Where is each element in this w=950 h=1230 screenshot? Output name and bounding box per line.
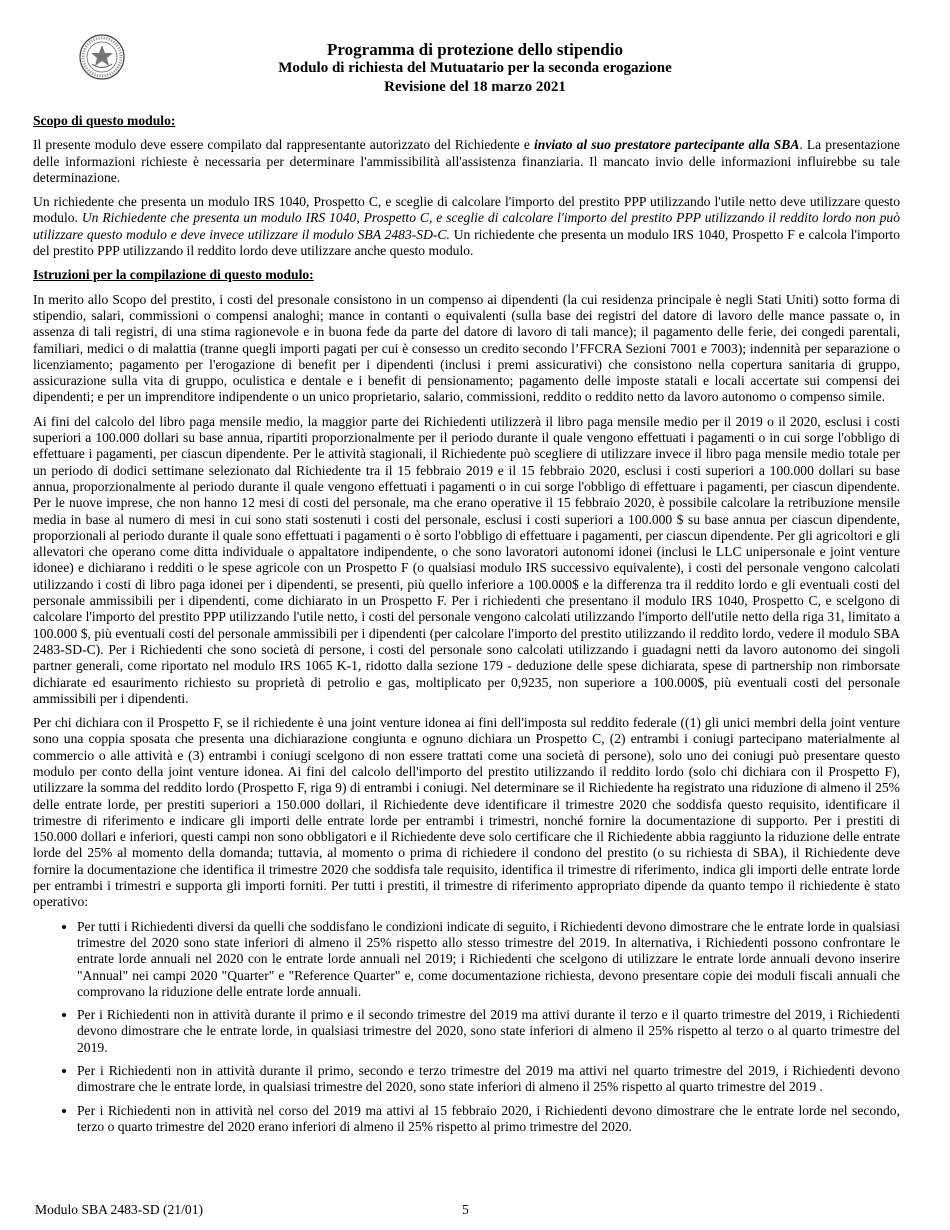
instructions-paragraph-3: Per chi dichiara con il Prospetto F, se il richiedente è una joint venture idonea ai fini dell'imposta sul reddito federale ((1) gli unici membri della joint venture sono una coppia sposata che presenta una dichiarazione congiunta e ognuno dichiara un Prospetto C, (2) entrambi i coniugi partecipano materialmente al commercio o alle attività e (3) entrambi i coniugi scelgono di non essere trattati come una società di persone), solo uno dei coniugi può presentare questo modulo per conto della joint venture idonea. Ai fini del calcolo dell'importo del prestito utilizzando il reddito lordo (solo chi dichiara con il Prospetto F), utilizzare la somma del reddito lordo (Prospetto F, riga 9) di entrambi i coniugi. Nel determinare se il Richiedente ha registrato una riduzione di almeno il 25% delle entrate lorde, per prestiti superiori a 150.000 dollari, il Richiedente deve identificare il trimestre 2020 che soddisfa questo requisito, identificare il trimestre di riferimento e indicare gli importi delle entrate lorde per entrambi i trimestri, nonché fornire la documentazione di supporto. Per i prestiti di 150.000 dollari e inferiori, questi campi non sono obbligatori e il Richiedente deve solo certificare che il Richiedente abbia raggiunto la riduzione delle entrate lorde del 25% al momento della domanda; tuttavia, al momento o prima di richiedere il condono del prestito (o su richiesta di SBA), il Richiedente deve fornire la documentazione che identifica il trimestre 2020 che soddisfa tale requisito, identifica il trimestre di riferimento, indica gli importi delle entrate lorde per entrambi i trimestri e supporta gli importi forniti. Per tutti i prestiti, il trimestre di riferimento appropriato dipende da quanto tempo il richiedente è stato operativo: <box>33 715 900 910</box>
instructions-paragraph-2: Ai fini del calcolo del libro paga mensile medio, la maggior parte dei Richiedenti utilizzerà il libro paga mensile medio per il 2019 o il 2020, esclusi i costi superiori a 100.000 dollari su base annua, ripartiti proporzionalmente per il periodo durante il quale vengono effettuati i pagamenti o in cui sorge l'obbligo di effettuare i pagamenti, per ciascun dipendente. Per le attività stagionali, il Richiedente può scegliere di utilizzare invece il libro paga mensile medio totale per un periodo di dodici settimane selezionato dal Richiedente tra il 15 febbraio 2019 e il 15 febbraio 2020, esclusi i costi superiori a 100.000 dollari su base annua, proporzionalmente al periodo durante il quale vengono effettuati i pagamenti o in cui sorge l'obbligo di effettuare i pagamenti, per ciascun dipendente. Per le nuove imprese, che non hanno 12 mesi di costi del personale, ma che erano operative il 15 febbraio 2020, è possibile calcolare la retribuzione mensile media in base al numero di mesi in cui sono stati sostenuti i costi del personale, esclusi i costi superiori a 100.000 $ su base annua per ciascun dipendente, proporzionali al periodo durante il quale sono effettuati i pagamenti o è sorto l'obbligo di effettuare i pagamenti, per ciascun dipendente. Per gli agricoltori e gli allevatori che operano come ditta individuale o appaltatore indipendente, o che sono lavoratori autonomi idonei (inclusi le LLC unipersonale e joint venture idonee) e dichiarano i redditi o le spese agricole con un Prospetto F (o qualsiasi modulo IRS successivo equivalente), i costi del personale vengono calcolati utilizzando i costi di libro paga idonei per i dipendenti, se presenti, più quello inferiore a 100.000$ e la differenza tra il reddito lordo e gli eventuali costi del personale ammissibili per i dipendenti, come dichiarato in un Prospetto F. Per i richiedenti che presentano il modulo IRS 1040, Prospetto C, e scelgono di calcolare l'importo del prestito PPP utilizzando l'utile netto, i costi del personale vengono calcolati utilizzando l'importo dell'utile netto della riga 31, limitato a 100.000 $, più eventuali costi del personale ammissibili per i dipendenti (per calcolare l'importo del prestito utilizzando il reddito lordo, vedere il modulo SBA 2483-SD-C). Per i Richiedenti che sono società di persone, i costi del personale sono calcolati utilizzando i guadagni netti da lavoro autonomo dei singoli partner generali, come riportato nel modulo IRS 1065 K-1, ridotto dalla sezione 179 - deduzione delle spese dichiarata, spese di partnership non rimborsate dichiarate ed esaurimento richiesto su proprietà di petrolio e gas, moltiplicato per 0,9235, non superiore a 100.000$, più eventuali costi del personale ammissibili per i dipendenti. <box>33 413 900 706</box>
instructions-paragraph-1: In merito allo Scopo del prestito, i costi del presonale consistono in un compenso ai dipendenti (la cui residenza principale è negli Stati Uniti) sotto forma di stipendio, salari, commissioni o compensi analoghi; mance in contanti o equivalenti (sulla base dei registri del datore di lavoro delle mance passate o, in assenza di tali registri, di una stima ragionevole e in buona fede da parte del datore di lavoro di tali mance); il pagamento delle ferie, dei congedi parentali, familiari, medici o di malattia (tranne quegli importi pagati per cui è consesso un credito secondo l’FFCRA Sezioni 7001 e 7003); indennità per separazione o licenziamento; pagamento per l'erogazione di benefit per i dipendenti (inclusi i premi assicurativi) che consistono nella copertura sanitaria di gruppo, assicurazione sulla vita di gruppo, oculistica e dentale e i benefit di pensionamento; pagamento delle imposte statali e locali accertate sui compensi dei dipendenti; e per un imprenditore indipendente o un unico proprietario, salario, commissioni, reddito o reddito netto da lavoro autonomo o compenso simile. <box>33 291 900 405</box>
document-header <box>200 40 750 97</box>
instructions-heading: Istruzioni per la compilazione di questo modulo: <box>33 267 314 283</box>
purpose-paragraph-2: Un richiedente che presenta un modulo IRS 1040, Prospetto C, e sceglie di calcolare l'importo del prestito PPP utilizzando l'utile netto deve utilizzare questo modulo. Un Richiedente che presenta un modulo IRS 1040, Prospetto C, e sceglie di calcolare l'importo del prestito PPP utilizzando il reddito lordo non può utilizzare questo modulo e deve invece utilizzare il modulo SBA 2483-SD-C. Un richiedente che presenta un modulo IRS 1040, Prospetto F e calcola l'importo del prestito PPP utilizzando il reddito lordo deve utilizzare anche questo modulo. <box>33 194 900 259</box>
list-item: • Per i Richiedenti non in attività durante il primo, secondo e terzo trimestre del 2019 ma attivi nel quarto trimestre del 2019, i Richiedenti devono dimostrare che le entrate lorde, in qualsiasi trimestre del 2020, sono state inferiori di almeno il 25% rispetto al quarto trimestre del 2019 . <box>77 1063 900 1096</box>
revision-date: Revisione del 18 marzo 2021 <box>384 79 566 95</box>
list-item: • Per tutti i Richiedenti diversi da quelli che soddisfano le condizioni indicate di seguito, i Richiedenti devono dimostrare che le entrate lorde in qualsiasi trimestre del 2020 sono state inferiori di almeno il 25% rispetto allo stesso trimestre del 2019. In alternativa, i Richiedenti possono confrontare le entrate lorde annuali nel 2020 con le entrate lorde annuali nel 2019; i Richiedenti che scelgono di utilizzare le entrate lorde annuali devono inserire "Annual" nei campi 2020 "Quarter" e "Reference Quarter" e, come documentazione richiesta, devono presentare copie dei moduli fiscali annuali che comprovano la riduzione delle entrate lorde annuali. <box>77 919 900 1000</box>
page-number: 5 <box>462 1202 469 1217</box>
document-body <box>33 113 900 1142</box>
reference-quarter-list <box>33 919 900 1136</box>
sba-seal-logo <box>78 33 126 81</box>
list-item: • Per i Richiedenti non in attività durante il primo e il secondo trimestre del 2019 ma attivi durante il terzo e il quarto trimestre del 2019, i Richiedenti devono dimostrare che le entrate lorde, in qualsiasi trimestre del 2020, sono state inferiori di almeno il 25% rispetto al terzo o al quarto trimestre del 2019. <box>77 1007 900 1056</box>
document-subtitle: Modulo di richiesta del Mutuatario per la seconda erogazione <box>278 60 672 76</box>
list-item: • Per i Richiedenti non in attività nel corso del 2019 ma attivi al 15 febbraio 2020, i Richiedenti devono dimostrare che le entrate lorde nel secondo, terzo o quarto trimestre del 2020 erano inferiori di almeno il 25% rispetto al primo trimestre del 2020. <box>77 1103 900 1136</box>
purpose-heading: Scopo di questo modulo: <box>33 113 176 128</box>
form-identifier: Modulo SBA 2483-SD (21/01) <box>35 1202 204 1217</box>
purpose-paragraph-1: Il presente modulo deve essere compilato dal rappresentante autorizzato del Richiedente e inviato al suo prestatore partecipante alla SBA. La presentazione delle informazioni richieste è necessaria per determinare l'ammissibilità all'assistenza finanziaria. Il mancato invio delle informazioni influirebbe su tale determinazione. <box>33 137 900 185</box>
document-title: Programma di protezione dello stipendio <box>327 40 623 59</box>
